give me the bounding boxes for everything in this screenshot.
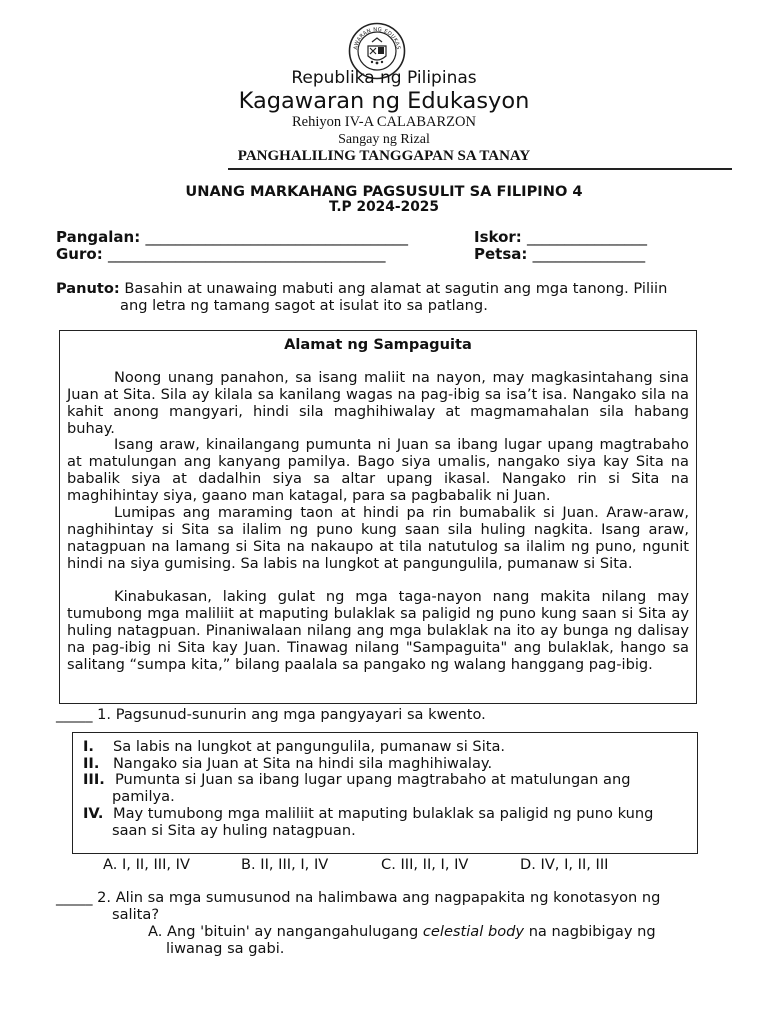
name-label: Pangalan: <box>56 228 141 246</box>
q2-option-a-pre: A. Ang 'bituin' ay nangangahulugang <box>148 923 419 940</box>
item-text: May tumubong mga maliliit at maputing bulaklak sa paligid ng puno kung <box>113 805 654 822</box>
instructions-line2: ang letra ng tamang sagot at isulat ito sa patlang. <box>120 297 488 314</box>
sequence-item-3 <box>83 771 631 788</box>
item-text: Sa labis na lungkot at pangungulila, pumanaw si Sita. <box>113 738 506 755</box>
name-blank[interactable]: ___________________________________ <box>145 228 408 246</box>
sequence-item-3-cont: pamilya. <box>112 788 175 805</box>
division-heading: Sangay ng Rizal <box>338 132 430 147</box>
instructions-line1: Basahin at unawaing mabuti ang alamat at sagutin ang mga tanong. Piliin <box>124 280 668 297</box>
teacher-blank[interactable]: _____________________________________ <box>107 245 386 263</box>
story-paragraph-4: Kinabukasan, laking gulat ng mga taga-nayon nang makita nilang may tumubong mga maliliit at maputing bulaklak sa paligid ng puno kung saan si Sita ay huling natagpuan. Pinaniwalaan nilang ang mga bulaklak na ito ay bunga ng dalisay na pag-ibig ni Sita kay Juan. Tinawag nilang "Sampaguita" ang bulaklak, hango sa salitang “sumpa kita,” bilang paalala sa pangako ng walang hanggang pag-ibig. <box>67 588 689 673</box>
instructions <box>56 280 667 297</box>
question-2-text-cont: salita? <box>112 906 160 923</box>
q2-option-a-em: celestial body <box>422 923 525 940</box>
q2-option-a-post: na nagbibigay ng <box>528 923 656 940</box>
story-title: Alamat ng Sampaguita <box>284 336 472 353</box>
date-blank[interactable]: _______________ <box>532 245 646 263</box>
sequence-item-1 <box>83 738 505 755</box>
item-text: Pumunta si Juan sa ibang lugar upang magtrabaho at matulungan ang <box>115 771 631 788</box>
answer-blank-1[interactable]: _____ <box>56 706 93 723</box>
exam-title: UNANG MARKAHANG PAGSUSULIT SA FILIPINO 4 <box>185 183 583 200</box>
teacher-label: Guro: <box>56 245 103 263</box>
republic-heading: Republika ng Pilipinas <box>291 68 477 88</box>
question-1 <box>56 706 486 723</box>
item-number: III. <box>83 771 105 788</box>
question-2 <box>56 889 660 906</box>
office-heading: PANGHALILING TANGGAPAN SA TANAY <box>237 148 531 164</box>
item-number: IV. <box>83 805 104 822</box>
story-paragraph-2: Isang araw, kinailangang pumunta ni Juan sa ibang lugar upang magtrabaho at matulungan ang kanyang pamilya. Bago siya umalis, nangako siya kay Sita na babalik siya at dadalhin siya sa altar upang ikasal. Nangako rin si Sita na maghihintay siya, gaano man katagal, para sa pagbabalik ni Juan. <box>67 436 689 504</box>
name-field[interactable] <box>56 229 408 246</box>
question-2-text: 2. Alin sa mga sumusunod na halimbawa ang nagpapakita ng konotasyon ng <box>97 889 661 906</box>
teacher-field[interactable] <box>56 246 385 263</box>
score-blank[interactable]: ________________ <box>527 228 648 246</box>
story-paragraph-3: Lumipas ang maraming taon at hindi pa rin bumabalik si Juan. Araw-araw, naghihintay si Sita sa ilalim ng puno kung saan sila huling nagkita. Isang araw, natagpuan na lamang si Sita na nakaupo at tila natutulog sa ilalim ng puno, ngunit hindi na siya gumising. Sa labis na lungkot at pangungulila, pumanaw si Sita. <box>67 504 689 572</box>
item-number: II. <box>83 755 100 772</box>
sequence-item-4 <box>83 805 653 822</box>
option-b[interactable]: B. II, III, I, IV <box>241 856 329 873</box>
sequence-item-4-cont: saan si Sita ay huling natagpuan. <box>112 822 356 839</box>
answer-blank-2[interactable]: _____ <box>56 889 93 906</box>
item-text: Nangako sia Juan at Sita na hindi sila maghihiwalay. <box>113 755 493 772</box>
region-heading: Rehiyon IV-A CALABARZON <box>292 114 476 130</box>
option-a[interactable]: A. I, II, III, IV <box>103 856 190 873</box>
seal-text: AWARAN NG EDUKAS <box>352 26 401 51</box>
department-heading: Kagawaran ng Edukasyon <box>238 88 530 114</box>
header-divider <box>228 168 732 170</box>
sequence-item-2 <box>83 755 492 772</box>
question-1-text: 1. Pagsunud-sunurin ang mga pangyayari sa kwento. <box>97 706 486 723</box>
option-c[interactable]: C. III, II, I, IV <box>381 856 469 873</box>
item-number: I. <box>83 738 94 755</box>
date-label: Petsa: <box>474 245 528 263</box>
date-field[interactable] <box>474 246 645 263</box>
score-label: Iskor: <box>474 228 522 246</box>
q2-option-a[interactable] <box>148 923 656 940</box>
q2-option-a-cont: liwanag sa gabi. <box>166 940 285 957</box>
score-field[interactable] <box>474 229 647 246</box>
story-paragraph-1: Noong unang panahon, sa isang maliit na nayon, may magkasintahang sina Juan at Sita. Sila ay kilala sa kanilang wagas na pag-ibig sa isa’t isa. Nangako sila na kahit anong mangyari, hindi sila maghihiwalay at magmamahalan sila habang buhay. <box>67 369 689 437</box>
instructions-label: Panuto: <box>56 280 120 297</box>
option-d[interactable]: D. IV, I, II, III <box>520 856 609 873</box>
school-year: T.P 2024-2025 <box>329 199 439 215</box>
